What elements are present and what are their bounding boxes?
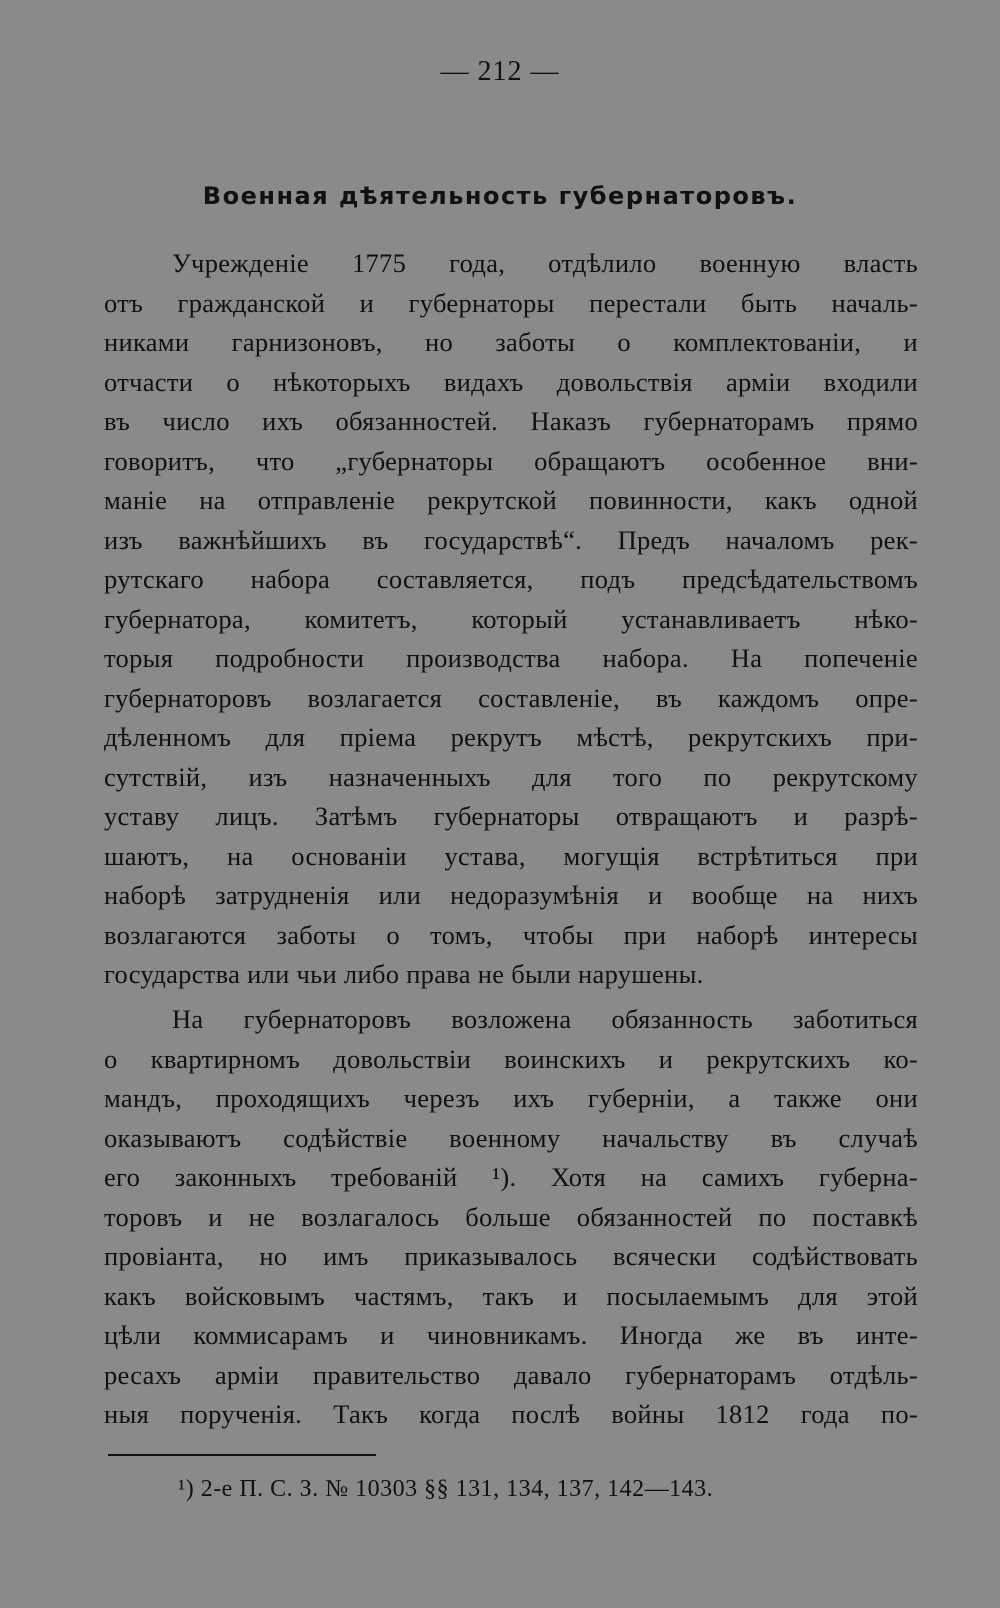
text-line: Учрежденіе 1775 года, отдѣлило военную власть [172, 248, 918, 278]
text-line: провіанта, но имъ приказывалось всячески содѣйствовать [104, 1241, 918, 1271]
text-line: никами гарнизоновъ, но заботы о комплектованіи, и [104, 327, 918, 357]
text-line: оказываютъ содѣйствіе военному начальству въ случаѣ [104, 1122, 918, 1153]
text-line: шаютъ, на основаніи устава, могущія встрѣтиться при [104, 840, 918, 871]
text-line: о квартирномъ довольствіи воинскихъ и рекрутскихъ ко- [104, 1043, 918, 1074]
text-line: отчасти о нѣкоторыхъ видахъ довольствія арміи входили [104, 366, 918, 397]
footnote: ¹) 2-е П. С. З. № 10303 §§ 131, 134, 137, 142—143. [178, 1476, 714, 1502]
text-line: На губернаторовъ возложена обязанность заботиться [172, 1004, 918, 1034]
text-line: возлагаются заботы о томъ, чтобы при наборѣ интересы [104, 919, 918, 950]
text-line: торовъ и не возлагалось больше обязанностей по поставкѣ [104, 1201, 918, 1232]
text-line: его законныхъ требованій ¹). Хотя на самихъ губерна- [104, 1162, 918, 1192]
text-line: ресахъ арміи правительство давало губернаторамъ отдѣль- [104, 1359, 918, 1390]
text-line: губернатора, комитетъ, который устанавливаетъ нѣко- [104, 603, 918, 634]
text-line: губернаторовъ возлагается составленіе, въ каждомъ опре- [104, 682, 918, 713]
text-line: сутствій, изъ назначенныхъ для того по рекрутскому [104, 761, 918, 792]
text-line: торыя подробности производства набора. На попеченіе [104, 643, 918, 673]
text-line: мандъ, проходящихъ черезъ ихъ губерніи, а также они [104, 1083, 918, 1113]
text-line: въ число ихъ обязанностей. Наказъ губернаторамъ прямо [104, 406, 918, 436]
section-heading: Военная дѣятельность губернаторовъ. [202, 182, 798, 210]
text-line: уставу лицъ. Затѣмъ губернаторы отвращаютъ и разрѣ- [104, 801, 918, 831]
text-line: ныя порученія. Такъ когда послѣ войны 1812 года по- [104, 1399, 918, 1429]
page-number: — 212 — [440, 56, 560, 87]
text-line: маніе на отправленіе рекрутской повинности, какъ одной [104, 485, 918, 515]
text-line: государства или чьи либо права не были нарушены. [104, 959, 704, 989]
text-line: какъ войсковымъ частямъ, такъ и посылаемымъ для этой [104, 1280, 918, 1311]
text-line: отъ гражданской и губернаторы перестали быть началь- [104, 287, 918, 318]
text-line: цѣли коммисарамъ и чиновникамъ. Иногда же въ инте- [104, 1320, 918, 1350]
text-line: говоритъ, что „губернаторы обращаютъ особенное вни- [104, 445, 918, 476]
footnote-divider [108, 1454, 376, 1456]
text-line: дѣленномъ для пріема рекрутъ мѣстѣ, рекрутскихъ при- [104, 722, 918, 752]
text-line: рутскаго набора составляется, подъ предсѣдательствомъ [104, 564, 918, 594]
paragraph-2 [104, 1000, 918, 1435]
text-line: изъ важнѣйшихъ въ государствѣ“. Предъ началомъ рек- [104, 524, 918, 555]
paragraph-1 [104, 244, 918, 995]
text-line: наборѣ затрудненія или недоразумѣнія и вообще на нихъ [104, 880, 918, 910]
